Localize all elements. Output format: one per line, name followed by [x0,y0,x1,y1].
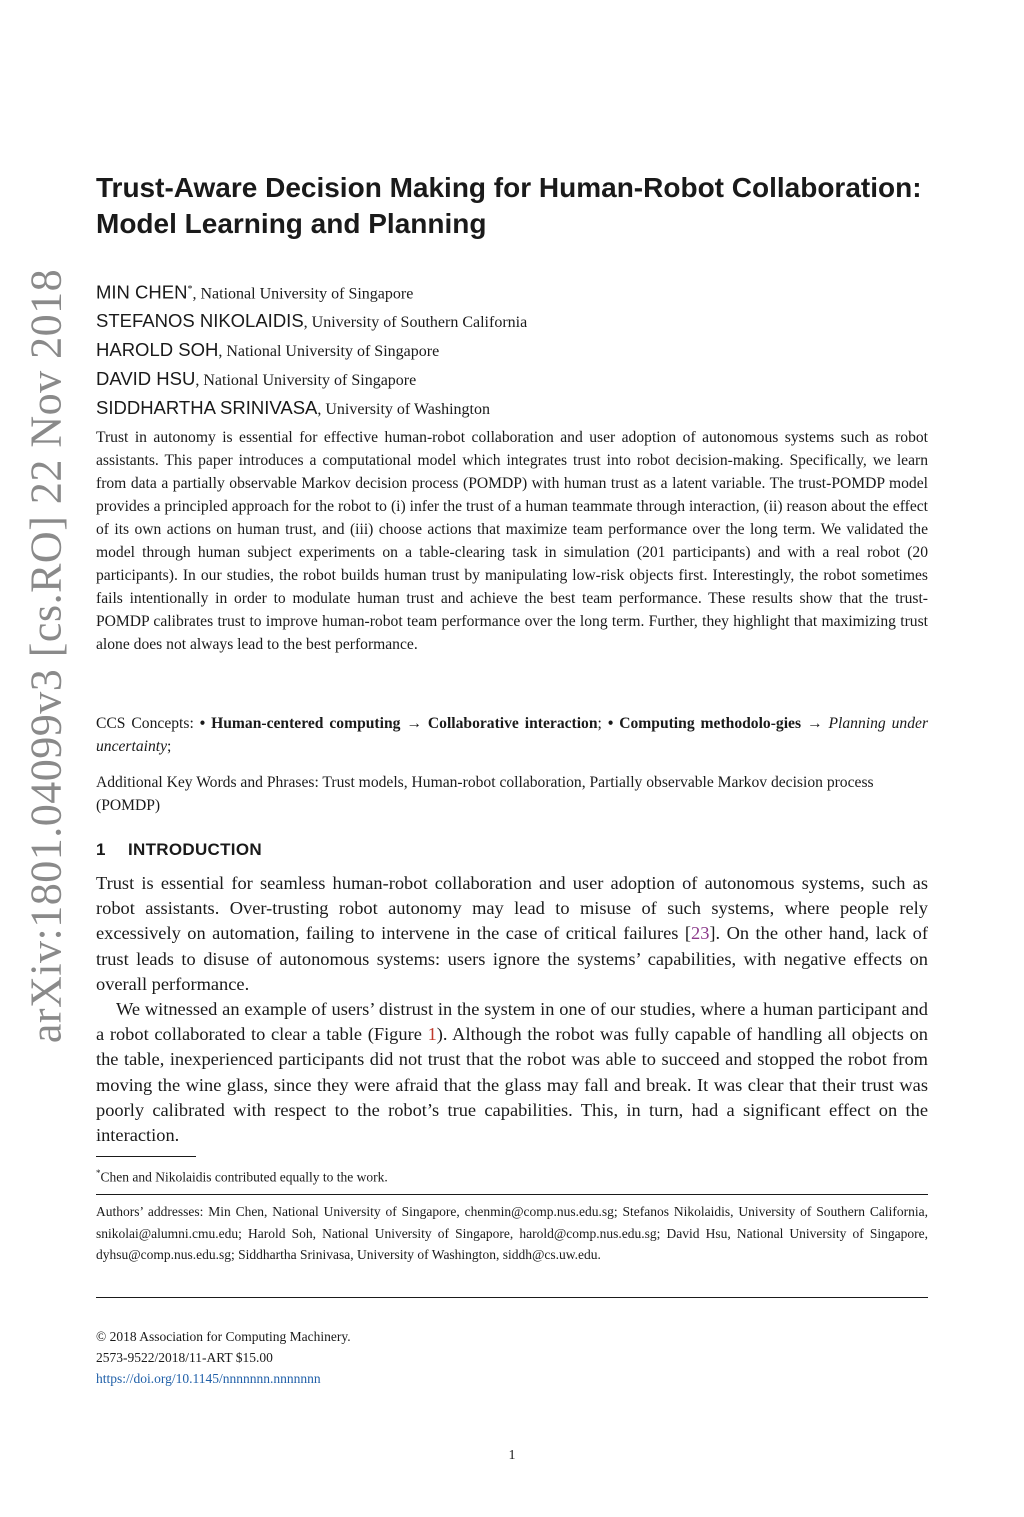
author-list [96,276,928,423]
intro-text: ). Although the robot was fully capable of handling all objects on the table, inexperienced participants did not trust that the robot was able to succeed and stopped the robot from moving the wine glass, since they were afraid that the glass may fall and break. It was clear that their trust was poorly calibrated with respect to the robot’s true capabilities. This, in turn, had a significant effect on the interaction. [96,1024,928,1146]
footnote-mark: * [96,1168,101,1178]
ccs-arrow: → [400,715,428,732]
section-heading [96,840,928,860]
ccs-separator: ; [597,715,608,732]
author-entry [96,365,928,394]
citation-link[interactable]: 23 [691,923,710,944]
author-name: HAROLD SOH [96,339,219,361]
introduction-body [96,871,928,1148]
author-entry [96,276,928,307]
intro-text: We witnessed an example of users’ distrust in the system in one of our studies, where a human participant and a robot collaborated to clear a table (Figure [96,999,928,1045]
copyright-block [96,1326,928,1389]
addresses-bottom-rule [96,1297,928,1298]
author-entry [96,394,928,423]
keywords: Additional Key Words and Phrases: Trust models, Human-robot collaboration, Partially observable Markov decision process (POMDP) [96,774,874,814]
author-affiliation: , University of Southern California [303,314,528,332]
equal-contribution-mark: * [187,284,193,295]
arxiv-id-text: arXiv:1801.04099v3 [cs.RO] 22 Nov 2018 [21,268,71,1044]
ccs-concepts [96,712,928,758]
page-number: 1 [508,1448,516,1463]
addresses-top-rule [96,1194,928,1195]
ccs-term-1: Collaborative interaction [427,715,598,732]
footnote [96,1163,928,1188]
ccs-term-2: Planning under uncertainty [96,715,929,755]
arxiv-identifier-stamp [8,268,84,1044]
author-affiliation: , National University of Singapore [218,343,440,361]
author-addresses: Authors’ addresses: Min Chen, National University of Singapore, chenmin@comp.nus.edu.sg; Stefanos Nikolaidis, University of Southern California, snikolai@alumni.cmu.edu; Harold Soh, National University of Singapore, harold@comp.nus.edu.sg; David Hsu, National University of Singapore, dyhsu@comp.nus.edu.sg; Siddhartha Srinivasa, University of Washington, siddh@cs.uw.edu. [96,1204,928,1262]
intro-paragraph [96,997,928,1148]
intro-text: ]. On the other hand, lack of trust leads to disuse of autonomous systems: users ignore the systems’ capabilities, with negative effects on overall performance. [96,923,928,994]
ccs-category-1: • Human-centered computing [199,715,401,732]
author-name: STEFANOS NIKOLAIDIS [96,310,304,332]
paper-title: Trust-Aware Decision Making for Human-Robot Collaboration: Model Learning and Planning [96,172,922,239]
doi-link[interactable]: https://doi.org/10.1145/nnnnnnn.nnnnnnn [96,1371,321,1386]
author-name: SIDDHARTHA SRINIVASA [96,397,318,419]
abstract: Trust in autonomy is essential for effective human-robot collaboration and user adoption of autonomous systems such as robot assistants. This paper introduces a computational model which integrates trust into robot decision-making. Specifically, we learn from data a partially observable Markov decision process (POMDP) with human trust as a latent variable. The trust-POMDP model provides a principled approach for the robot to (i) infer the trust of a human teammate through interaction, (ii) reason about the effect of its own actions on human trust, and (iii) choose actions that maximize team performance over the long term. We validated the model through human subject experiments on a table-clearing task in simulation (201 participants) and with a real robot (20 participants). In our studies, the robot builds human trust by manipulating low-risk objects first. Interestingly, the robot sometimes fails intentionally in order to modulate human trust and achieve the best team performance. These results show that the trust-POMDP calibrates trust to improve human-robot team performance over the long term. Further, they highlight that maximizing trust alone does not always lead to the best performance. [96,429,928,653]
footnote-text: Chen and Nikolaidis contributed equally to the work. [100,1169,388,1185]
copyright-notice: © 2018 Association for Computing Machinery. [96,1329,351,1344]
author-affiliation: , University of Washington [317,401,490,419]
issn-line: 2573-9522/2018/11-ART $15.00 [96,1350,273,1365]
intro-text: Trust is essential for seamless human-robot collaboration and user adoption of autonomous systems, such as robot assistants. Over-trusting robot autonomy may lead to misuse of such systems, where people rely excessively on automation, failing to intervene in the case of critical failures [ [96,873,928,944]
section-number: 1 [96,840,106,859]
author-entry [96,307,928,336]
ccs-category-2: • Computing methodolo-gies [607,715,802,732]
author-affiliation: , National University of Singapore [192,285,414,303]
author-affiliation: , National University of Singapore [195,372,417,390]
author-name: DAVID HSU [96,368,196,390]
ccs-label: CCS Concepts: [96,715,200,732]
section-title: INTRODUCTION [128,840,262,859]
ccs-arrow: → [801,715,829,732]
figure-reference-link[interactable]: 1 [427,1024,437,1045]
author-entry [96,336,928,365]
author-name: MIN CHEN [96,281,188,303]
footnote-divider [96,1156,196,1157]
intro-paragraph [96,871,928,997]
ccs-end: ; [167,738,172,755]
